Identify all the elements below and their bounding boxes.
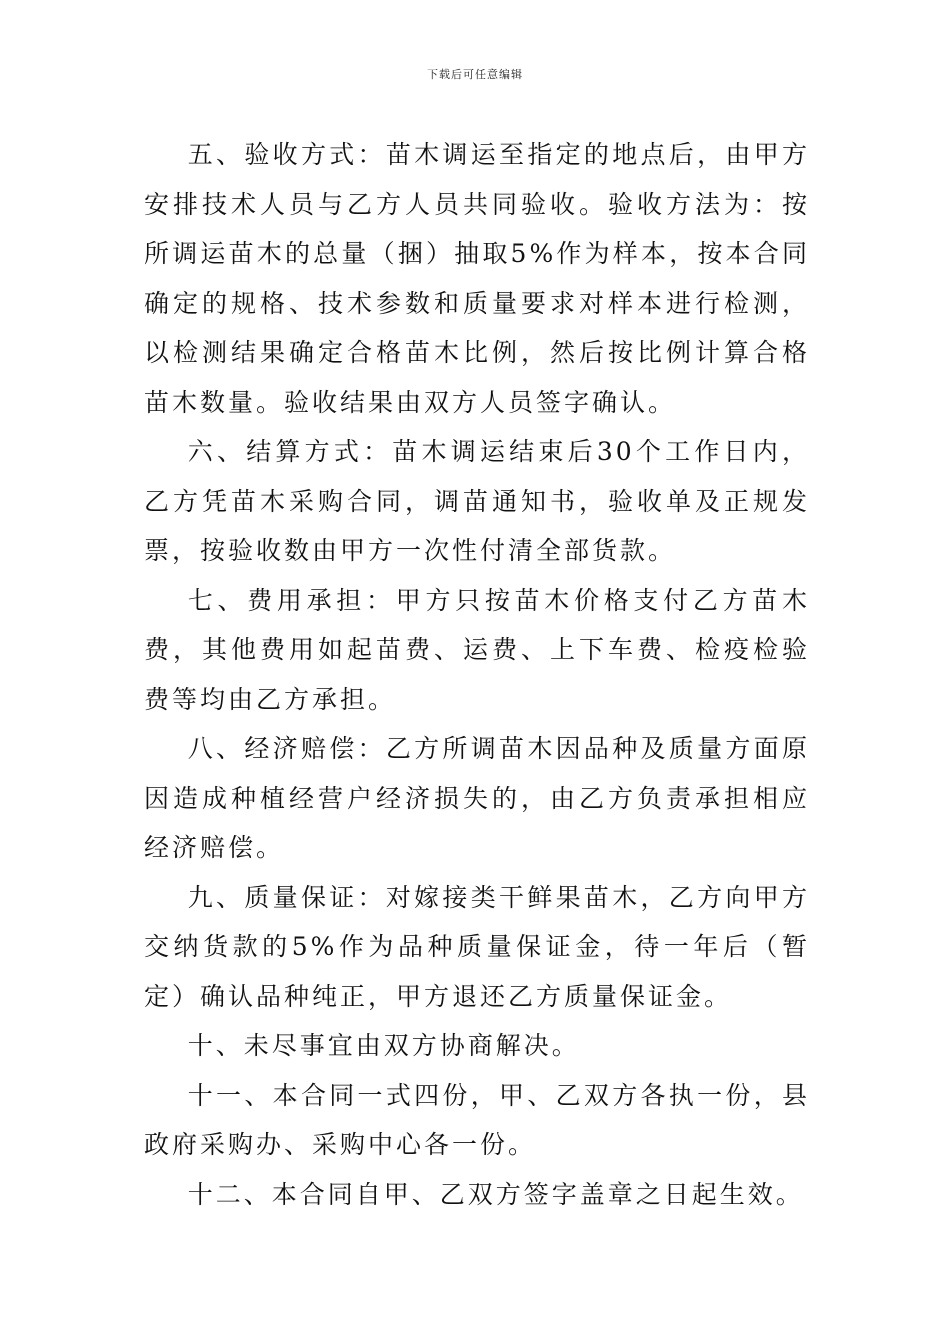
- clause-8-compensation: 八、经济赔偿：乙方所调苗木因品种及质量方面原因造成种植经营户经济损失的，由乙方负责承担相应经济赔偿。: [144, 734, 810, 862]
- clause-5-acceptance: 五、验收方式：苗木调运至指定的地点后，由甲方安排技术人员与乙方人员共同验收。验收方法为：按所调运苗木的总量（捆）抽取5%作为样本，按本合同确定的规格、技术参数和质量要求对样本进行检测，以检测结果确定合格苗木比例，然后按比例计算合格苗木数量。验收结果由双方人员签字确认。: [144, 140, 810, 417]
- clause-6-settlement: 六、结算方式：苗木调运结束后30个工作日内，乙方凭苗木采购合同，调苗通知书，验收单及正规发票，按验收数由甲方一次性付清全部货款。: [144, 437, 810, 565]
- clause-10-other-matters: 十、未尽事宜由双方协商解决。: [187, 1031, 580, 1060]
- header-note: 下载后可任意编辑: [427, 68, 523, 81]
- contract-body: [144, 130, 810, 1219]
- clause-11-copies: 十一、本合同一式四份，甲、乙双方各执一份，县政府采购办、采购中心各一份。: [144, 1080, 810, 1159]
- clause-9-quality-guarantee: 九、质量保证：对嫁接类干鲜果苗木，乙方向甲方交纳货款的5%作为品种质量保证金，待一年后（暂定）确认品种纯正，甲方退还乙方质量保证金。: [144, 882, 810, 1011]
- clause-7-costs: 七、费用承担：甲方只按苗木价格支付乙方苗木费，其他费用如起苗费、运费、上下车费、检疫检验费等均由乙方承担。: [144, 585, 810, 714]
- clause-12-effective: 十二、本合同自甲、乙双方签字盖章之日起生效。: [187, 1179, 804, 1209]
